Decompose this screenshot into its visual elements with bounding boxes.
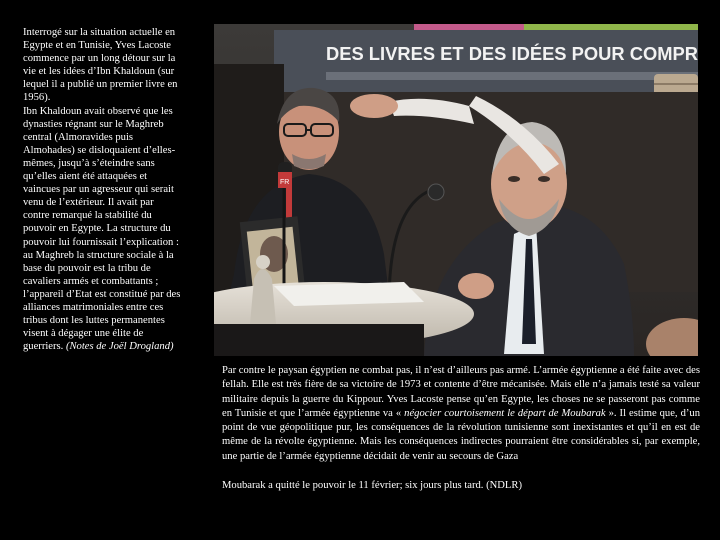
- notes-credit: (Notes de Joël Drogland): [65, 341, 174, 353]
- mic-tag: FR: [280, 179, 290, 186]
- papers: [274, 282, 424, 306]
- egypt-army-text-a: Par contre le paysan égyptien ne combat pas, il n’est d’ailleurs pas armé. L’armée égyptienne a été faite avec des fellah. Elle est très fière de sa victoire de 1973 et contente d’être mécanisée. Mais elle n’a jamais testé sa valeur militaire depuis la guerre du Kippour. Yves Lacoste pense qu’en Egypte, les choses ne se passeront pas comme en Tunisie et que l’armée égyptienne va «: [222, 365, 700, 419]
- egypt-army-text-b: ». Il estime que, d’un point de vue géopolitique pur, les conséquences de la révolution tunisienne sont inexistantes et qu’il en est de même de la révolte égyptienne. Mais les conséquences indirectes pourraient être considérables si, par exemple, une partie de l’armée égyptienne décidait de venir au secours de Gaza: [222, 407, 700, 462]
- intro-paragraph: Interrogé sur la situation actuelle en Egypte et en Tunisie, Yves Lacoste commence par un long détour sur la vie et les idées d’Ibn Khaldoun (sur lequel il a publié un premier livre en 1956).: [23, 27, 178, 104]
- negotiation-quote: négocier courtoisement le départ de Moubarak: [404, 407, 606, 419]
- bottom-text-block: [222, 364, 700, 493]
- conference-photo: [214, 24, 698, 356]
- banner-top-strip-pink: [414, 24, 524, 30]
- ibn-khaldoun-text: Ibn Khaldoun avait observé que les dynasties régnant sur le Maghreb central (Almoravides puis Almohades) se disloquaient d’elles-mêmes, jusqu’à s’éteindre sans qu’elles aient été attaquées et vaincues par un agresseur qui serait venu de l’extérieur. Il avait par contre remarqué la stabilité du pouvoir en Egypte. La structure du pouvoir lui fournissait l’explication : au Maghreb la structure sociale à la base du pouvoir est la tribu de cavaliers armés et combattants ; l’appareil d’Etat est constitué par des alliances matrimoniales entre ces tribus dont les luttes permanentes visent à dégager une élite de guerriers.: [23, 105, 181, 353]
- banner-underline: [326, 72, 698, 80]
- egypt-army-paragraph: [222, 364, 700, 464]
- left-column-text: [23, 26, 181, 353]
- banner-text: DES LIVRES ET DES IDÉES POUR COMPR: [326, 43, 698, 64]
- ibn-khaldoun-paragraph: [23, 105, 181, 354]
- banner-top-strip-green: [524, 24, 698, 30]
- ndlr-note: Moubarak a quitté le pouvoir le 11 février; six jours plus tard. (NDLR): [222, 480, 522, 492]
